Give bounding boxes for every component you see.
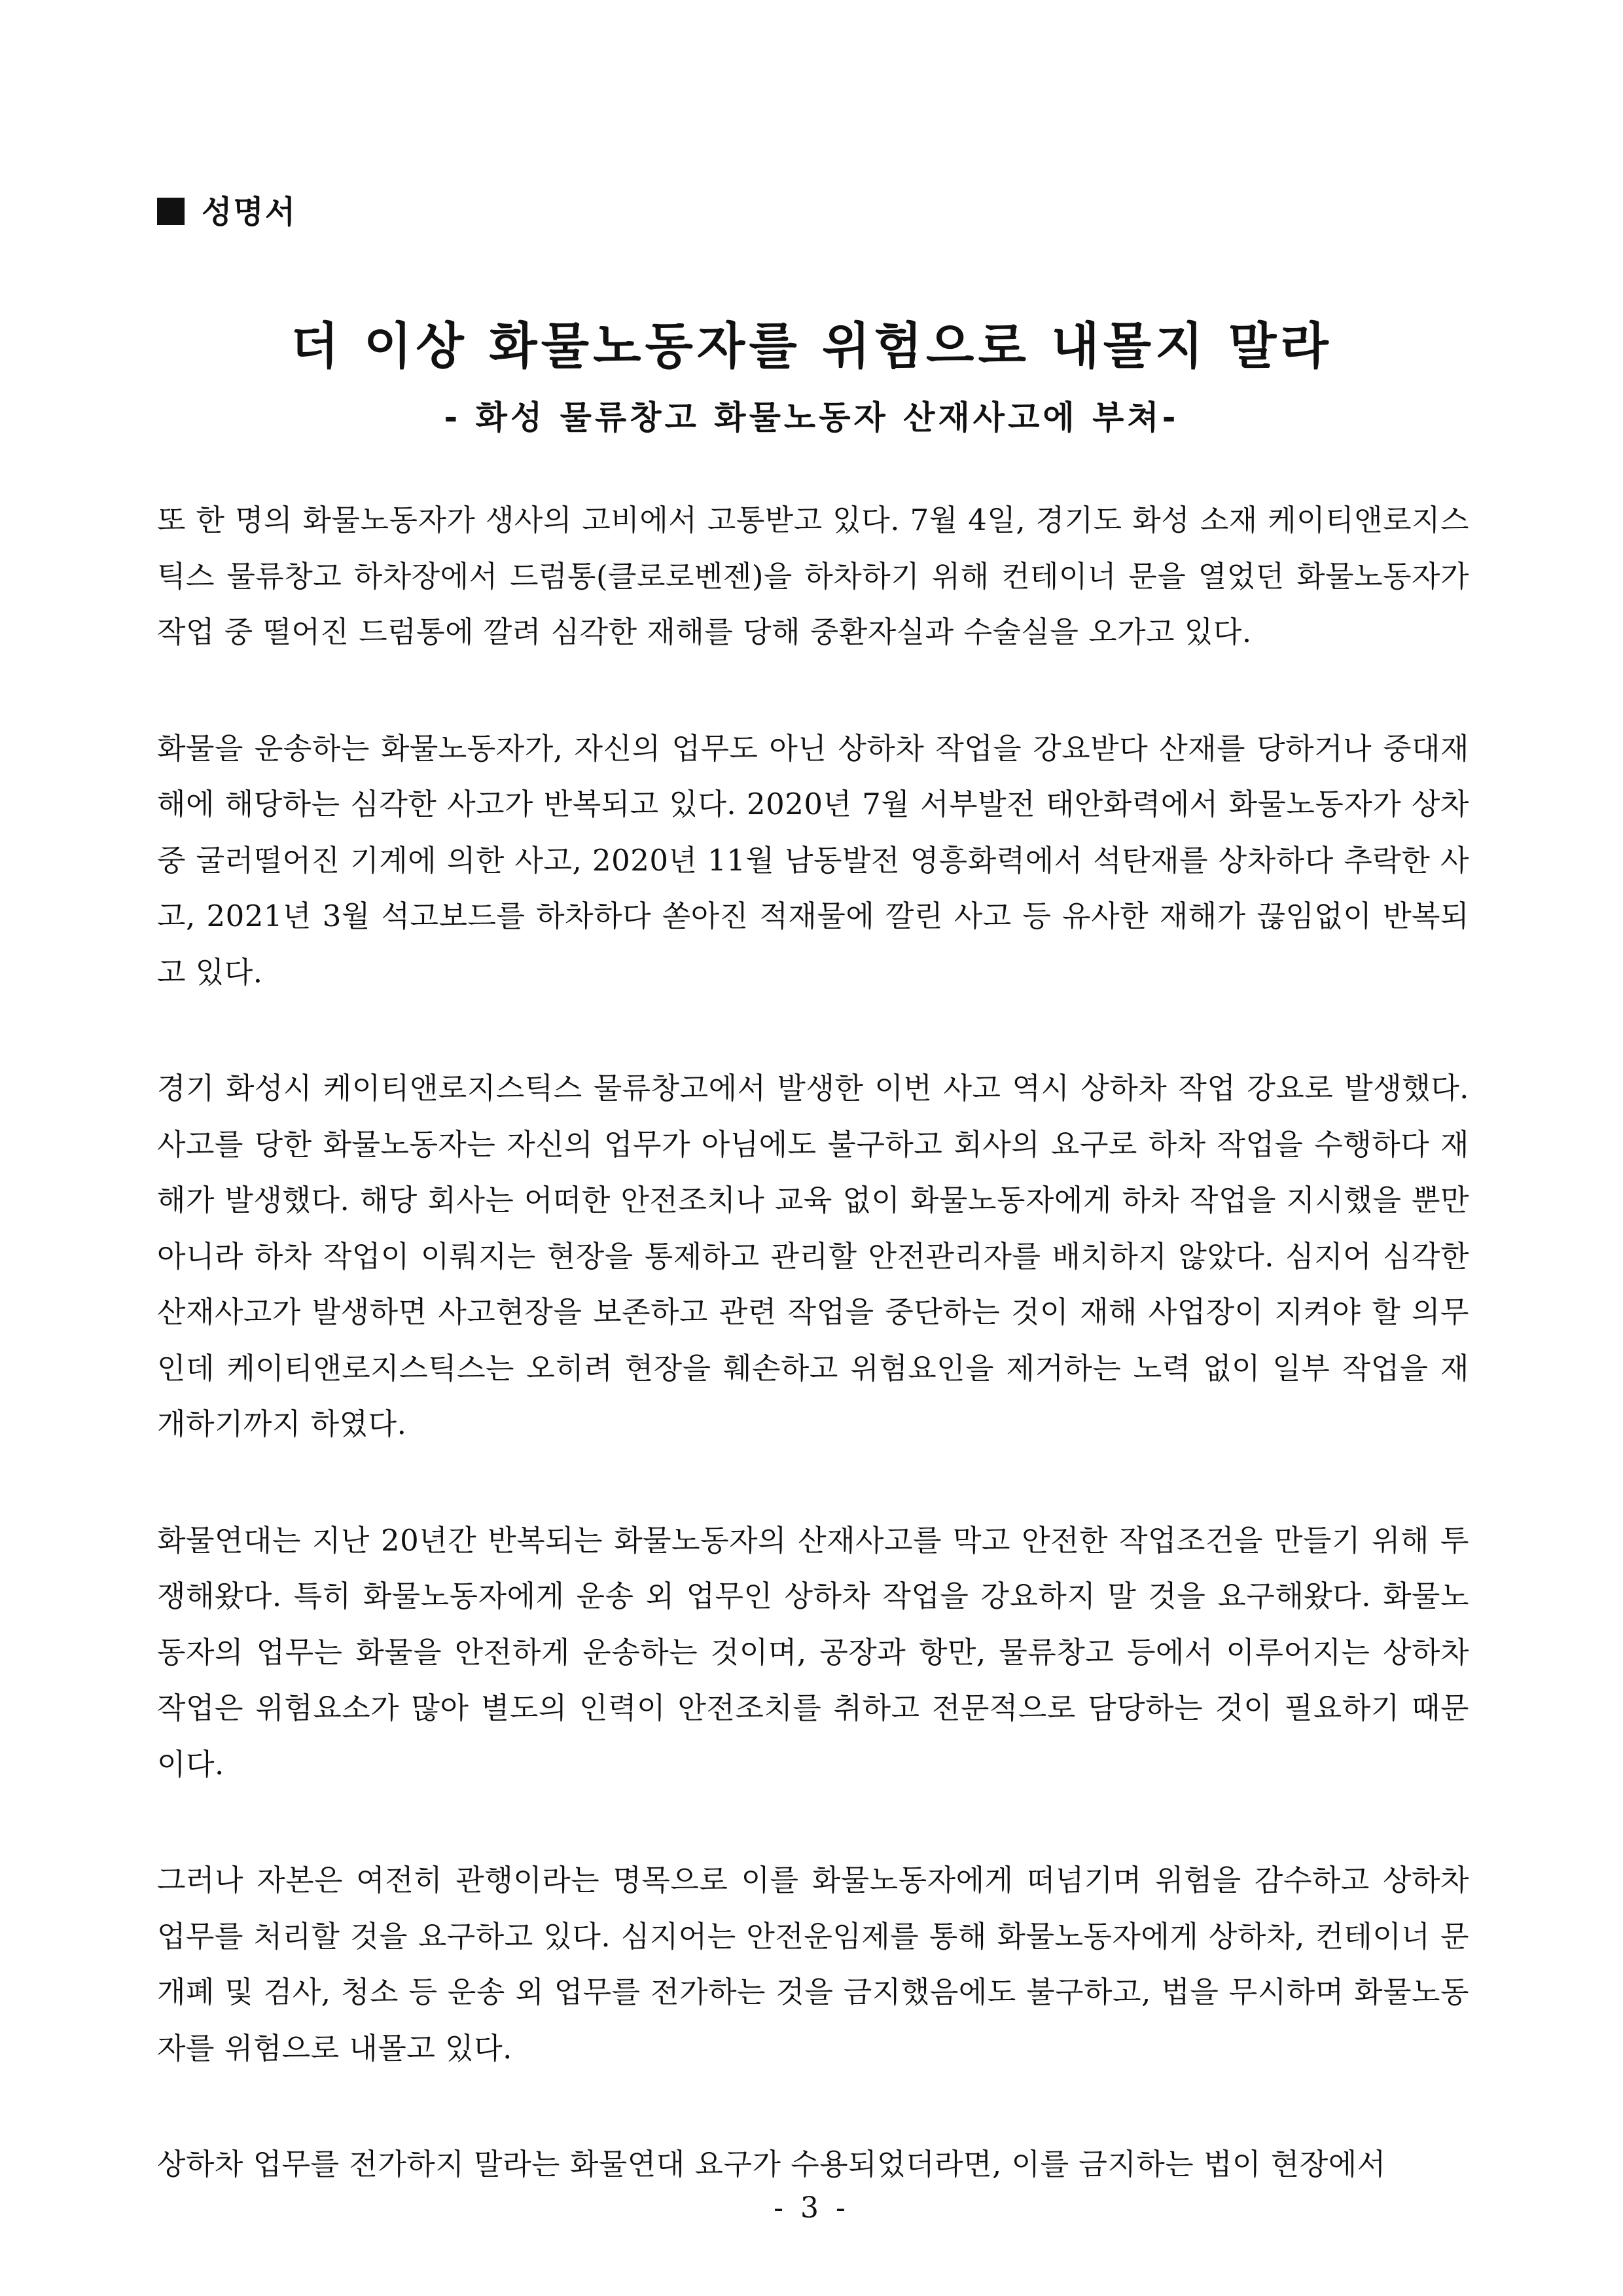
square-bullet-icon <box>157 198 185 225</box>
document-title: 더 이상 화물노동자를 위험으로 내몰지 말라 <box>291 317 1332 375</box>
section-label <box>157 187 296 232</box>
document-body <box>157 492 1469 2253</box>
paragraph-4: 화물연대는 지난 20년간 반복되는 화물노동자의 산재사고를 막고 안전한 작업조건을 만들기 위해 투쟁해왔다. 특히 화물노동자에게 운송 외 업무인 상하차 작업을 강요하지 말 것을 요구해왔다. 화물노동자의 업무는 화물을 안전하게 운송하는 것이며, 공장과 항만, 물류창고 등에서 이루어지는 상하차 작업은 위험요소가 많아 별도의 인력이 안전조치를 취하고 전문적으로 담당하는 것이 필요하기 때문이다. <box>157 1522 1469 1782</box>
paragraph-2: 화물을 운송하는 화물노동자가, 자신의 업무도 아닌 상하차 작업을 강요받다 산재를 당하거나 중대재해에 해당하는 심각한 사고가 반복되고 있다. 2020년 7월 서부발전 태안화력에서 화물노동자가 상차 중 굴러떨어진 기계에 의한 사고, 2020년 11월 남동발전 영흥화력에서 석탄재를 상차하다 추락한 사고, 2021년 3월 석고보드를 하차하다 쏟아진 적재물에 깔린 사고 등 유사한 재해가 끊임없이 반복되고 있다. <box>157 730 1469 990</box>
paragraph-6: 상하차 업무를 전가하지 말라는 화물연대 요구가 수용되었더라면, 이를 금지하는 법이 현장에서 <box>157 2147 1386 2181</box>
paragraph-1: 또 한 명의 화물노동자가 생사의 고비에서 고통받고 있다. 7월 4일, 경기도 화성 소재 케이티앤로지스틱스 물류창고 하차장에서 드럼통(클로로벤젠)을 하차하기 위해 컨테이너 문을 열었던 화물노동자가 작업 중 떨어진 드럼통에 깔려 심각한 재해를 당해 중환자실과 수술실을 오가고 있다. <box>157 503 1469 649</box>
page-number: - 3 - <box>774 2191 849 2225</box>
document-subtitle: - 화성 물류창고 화물노동자 산재사고에 부쳐- <box>444 399 1179 437</box>
section-label-text: 성명서 <box>202 194 297 230</box>
paragraph-3: 경기 화성시 케이티앤로지스틱스 물류창고에서 발생한 이번 사고 역시 상하차 작업 강요로 발생했다. 사고를 당한 화물노동자는 자신의 업무가 아님에도 불구하고 회사의 요구로 하차 작업을 수행하다 재해가 발생했다. 해당 회사는 어떠한 안전조치나 교육 없이 화물노동자에게 하차 작업을 지시했을 뿐만 아니라 하차 작업이 이뤄지는 현장을 통제하고 관리할 안전관리자를 배치하지 않았다. 심지어 심각한 산재사고가 발생하면 사고현장을 보존하고 관련 작업을 중단하는 것이 재해 사업장이 지켜야 할 의무인데 케이티앤로지스틱스는 오히려 현장을 훼손하고 위험요인을 제거하는 노력 없이 일부 작업을 재개하기까지 하였다. <box>157 1071 1469 1441</box>
paragraph-5: 그러나 자본은 여전히 관행이라는 명목으로 이를 화물노동자에게 떠넘기며 위험을 감수하고 상하차 업무를 처리할 것을 요구하고 있다. 심지어는 안전운임제를 통해 화물노동자에게 상하차, 컨테이너 문 개폐 및 검사, 청소 등 운송 외 업무를 전가하는 것을 금지했음에도 불구하고, 법을 무시하며 화물노동자를 위험으로 내몰고 있다. <box>157 1863 1469 2066</box>
